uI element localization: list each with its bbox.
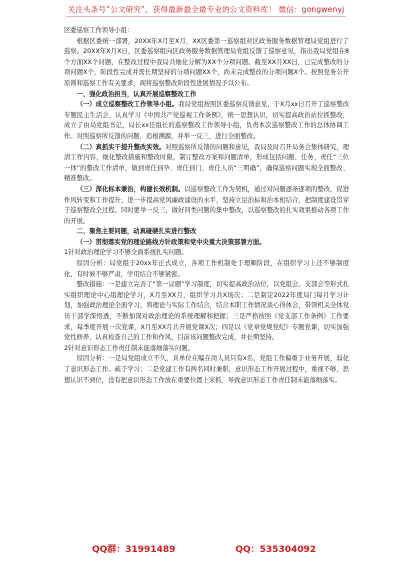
item-line: 1针对政治理论学习不够全面系统扎实问题。	[64, 249, 188, 257]
body-paragraph: 原因分析：一是局党组成立不久，具单位在编在岗人员只有x名，党组工作偏重于业务开展，弱化了意识形态工作。疏于学习；二是党建工作有两名同时兼职，意识形态工作开展过程中，重视不够，思想认识不到位，没有把意识形态工作放在重要位置上来抓，导致意识形态工作责任制未能落细落实。	[64, 355, 349, 384]
body-paragraph: 整改措施：一是建立完善了“第一议题”学习制度，切实提高政治站位，以党组会、支部会等形式扎实组织理论中心组理论学习，X月至XX月，组织学习共X场次；二是制定2022年度局门每月学习计划，加强政治理论全面学习，将理论与实际工作结合，结合本职工作情况谈心得体会，带领机关全体党员干部学深悟透，不断加深对政治理论的系统理解和把握；三是严格按照《党支部工作条例》工作要求，每季度开展一次党课，X月至XX月共开展党课X次；四是以《党章党规党纪》专题党课，切实加强党性修养，认真检查自己的工作和作风，目前该问题整改完成，并长期坚持。	[64, 281, 349, 342]
subsection-paragraph	[64, 185, 349, 227]
item-line: 2针对意识形态工作责任制未能落细落实问题。	[64, 344, 194, 352]
subsection-lead: （一）贯彻落实党的理论路线方针政策和党中央重大决策部署方面。	[76, 238, 266, 246]
subsection-text: 对照巡察所反馈的问题和意见，我局及时召开局务会集体研究，理清工作内容，细化整改措施和整改时限，制订整改方案和问题清单，形成包括问题、任务、责任“三位一体”的整改工作清单，做到责任到孕、责任到门、责任人员“三明确”，确保巡察问题实现全面整改、精准整改。	[64, 143, 349, 183]
body-paragraph: 根据区委统一部署，20XX年X月至X月，XX区委第一巡察组对区政务服务数据管理局党组进行了巡察。20XX年X月X日，区委巡察组向区政务服务数据管理局党组反馈了巡察意见，指出我局党组在8个方面XX个问题，在整改过程中我局共细化分解为XX个分项问题。截至XX月XX日，已完成整改的分项问题X个，阶段性完成并需长期坚持的分项问题XX个，尚未完成整改的分项问题X个。按照党务公开原则和巡察工作有关要求，现将巡察整改阶段性进展情况予以公布。	[64, 37, 349, 87]
paragraph-list	[64, 37, 349, 387]
body-paragraph: 原因分析：局党组于20xx年正式成立，各项工作机制处于理顺阶段，在组织学习上还不够制度化，有时候不够严肃，学用结合不够紧密。	[64, 260, 349, 278]
subsection-text: 以巡察整改工作为契机，通过对问题逐条逐项的整改，促进作风转变和工作提升，进一步提高党风廉政建设的水平，坚持立足治标和治本相结合，把制度建设贯穿于巡察整改全过程。同时要举一反三，做好同类问题的集中整改，以巡察整改的扎实效果推动各项工作的开展。	[64, 185, 350, 225]
top-banner	[66, 2, 346, 17]
greeting: 区委巡察工作领导小组：	[64, 27, 134, 34]
subsection-text: 我局党组按照区委巡察反馈意见，于X月xx日召开了巡察整改专题民主生活会，认真学习《中国共产党巡视工作条例》，统一思想认识，切实提高政治站位抓整改，成立了由局党组书记、局长xx任组长的巡察整改工作领导小组，负责本次巡察整改工作的总体协调工作。对照巡察所反馈的问题，追根溯源，并举一反三，进行全面整改。	[64, 101, 349, 140]
subsection-paragraph	[64, 143, 349, 185]
section-heading: 一、强化政治担当，认真开展巡察整改工作	[76, 90, 197, 98]
footer-qq-group: QQ群：31991489	[91, 544, 176, 555]
subsection-paragraph	[64, 238, 349, 249]
section-heading: 二、聚焦主要问题，动真碰硬扎实进行整改	[76, 228, 197, 236]
subsection-lead: （一）成立巡察整改工作领导小组。	[76, 101, 179, 109]
footer-qq: QQ：535304092	[235, 544, 317, 555]
subsection-lead: （三）深化标本兼治，构建长效机制。	[76, 185, 185, 193]
subsection-paragraph	[64, 100, 349, 142]
footer	[0, 540, 408, 556]
document-body	[64, 26, 349, 386]
subsection-lead: （二）真抓实干提升整改实效。	[76, 143, 166, 151]
banner-text: 关注头条号“公文研究”，获得最新最全最专业的公文资料库！ 微信：gongwenyj	[67, 4, 345, 14]
